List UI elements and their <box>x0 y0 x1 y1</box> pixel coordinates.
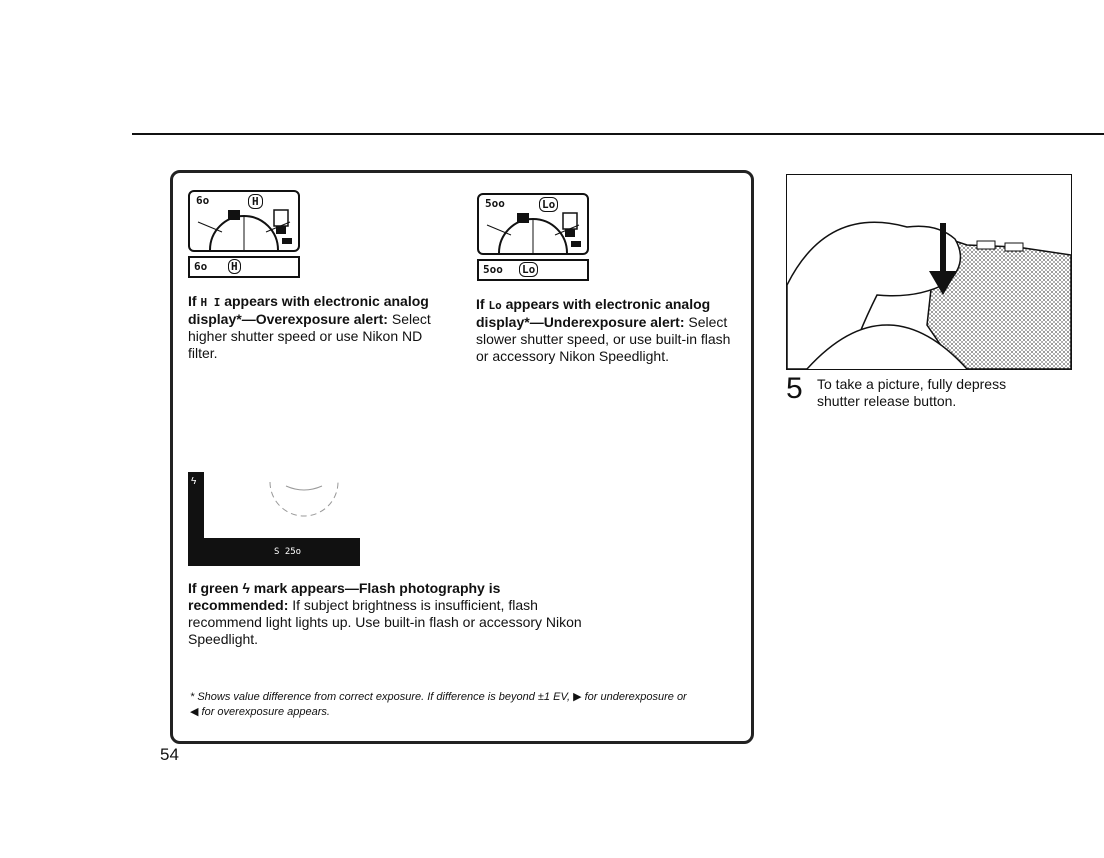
flash-recommended-text: If green ϟ mark appears—Flash photography is recommended: If subject brightness is insufficient, flash recommend light lights up. Use built-in flash or accessory Nikon Speedlight. <box>188 580 582 647</box>
footnote: * Shows value difference from correct exposure. If difference is beyond ±1 EV, ▶ for underexposure or ◀ for overexposure appears. <box>190 691 687 718</box>
flash-icon: ϟ <box>242 580 250 596</box>
lcd-bottom-readout: 5oo <box>483 263 503 276</box>
lcd-bottom-symbol: H <box>228 259 241 274</box>
step-number: 5 <box>786 372 803 405</box>
lcd-alert-symbol: H <box>248 194 263 209</box>
page-number: 54 <box>160 745 179 764</box>
viewfinder-illustration <box>188 472 360 566</box>
step-instruction: To take a picture, fully depress shutter release button. <box>817 376 1007 409</box>
lo-code: Lo <box>488 299 502 312</box>
lcd-shutter-readout: 5oo <box>485 197 505 210</box>
hi-code: H I <box>200 296 221 309</box>
lcd-panel-bottom <box>188 256 300 278</box>
lcd-bottom-symbol: Lo <box>519 262 538 277</box>
lcd-panel-bottom <box>477 259 589 281</box>
viewfinder-readout: S 25o <box>274 547 302 557</box>
overexposure-text: If H I appears with electronic analog display*—Overexposure alert: Select higher shutter speed or use Nikon ND filter. <box>188 293 431 361</box>
lcd-panel-top <box>477 193 589 255</box>
viewfinder-flash-symbol: ϟ <box>191 476 197 487</box>
right-arrow-icon: ▶ <box>573 691 582 703</box>
shutter-release-illustration <box>786 174 1072 370</box>
underexposure-text: If Lo appears with electronic analog display*—Underexposure alert: Select slower shutter speed, or use built-in flash or accessory Nikon Speedlight. <box>476 296 731 364</box>
left-arrow-icon: ◀ <box>190 706 199 718</box>
lcd-panel-top <box>188 190 300 252</box>
finger-pressing-shutter-icon <box>787 175 1071 369</box>
top-rule <box>132 133 1104 135</box>
lcd-shutter-readout: 6o <box>196 194 210 207</box>
lcd-alert-symbol: Lo <box>539 197 558 212</box>
lcd-bottom-readout: 6o <box>194 260 208 273</box>
